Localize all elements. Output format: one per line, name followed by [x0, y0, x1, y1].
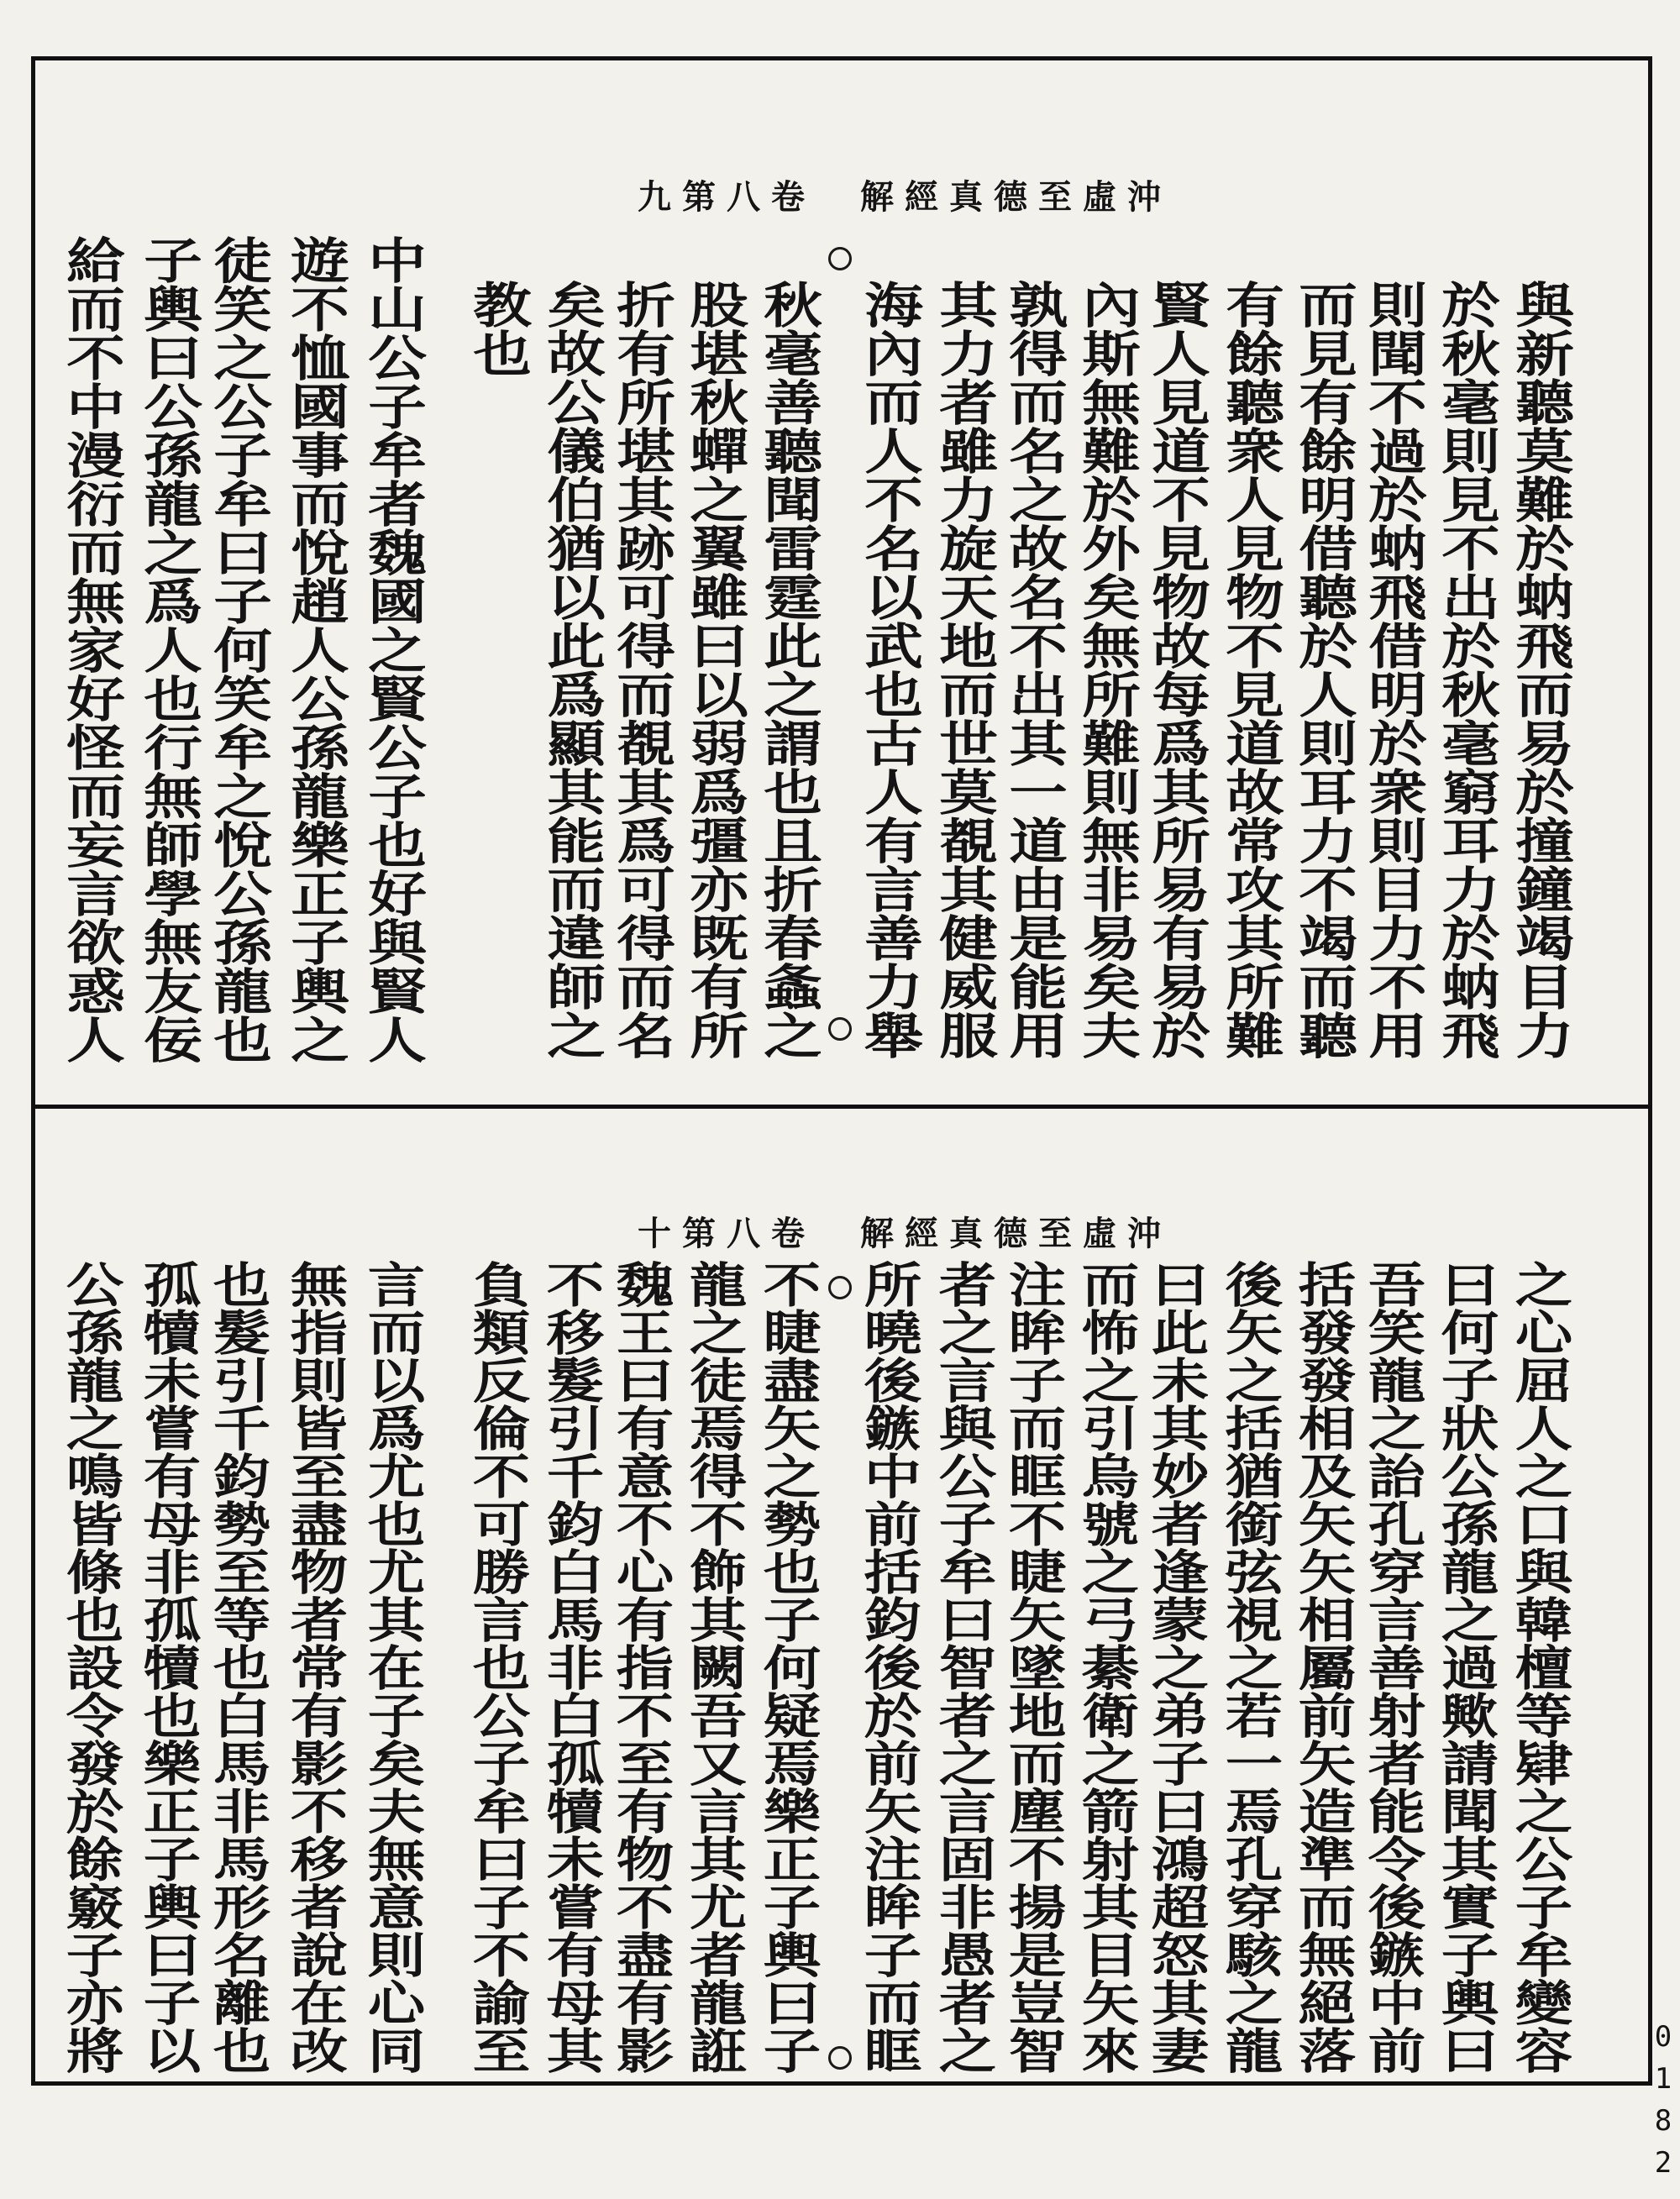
- text-column: 而怖之引烏號之弓綦衛之箭射其目矢來: [1072, 1260, 1140, 2074]
- text-column: 矣故公儀伯猶以此爲顯其能而違師之: [537, 280, 606, 1059]
- text-column: 遊不恤國事而悅趙人公孫龍樂正子輿之: [281, 235, 349, 1063]
- text-column: 中山公子牟者魏國之賢公子也好與賢人: [358, 235, 427, 1063]
- circle-mark: [828, 1276, 852, 1299]
- text-column: 曰何子狀公孫龍之過歟請聞其實子輿曰: [1431, 1260, 1499, 2074]
- text-column: 與新聽莫難於蚋飛而易於撞鐘竭目力: [1505, 280, 1574, 1059]
- text-column: 教也: [463, 280, 532, 377]
- text-column: 後矢之括猶銜弦視之若一焉孔穿駭之龍: [1215, 1260, 1284, 2074]
- text-column: 秋毫善聽聞雷霆此之謂也且折春螽之: [753, 280, 822, 1059]
- text-column: 有餘聽衆人見物不見道故常攻其所難: [1215, 280, 1284, 1059]
- text-column: 之心屈人之口與韓檀等肄之公子牟變容: [1505, 1260, 1573, 2074]
- text-column: 負類反倫不可勝言也公子牟曰子不諭至: [463, 1260, 531, 2074]
- page-header-top: 沖虛至德真經解 卷八第九: [638, 177, 1172, 217]
- panel-divider: [31, 1105, 1652, 1109]
- text-column: 注眸子而眶不睫矢墜地而塵不揚是豈智: [999, 1260, 1067, 2074]
- text-column: 吾笑龍之詒孔穿言善射者能令後鏃中前: [1358, 1260, 1426, 2074]
- text-column: 不移髮引千鈞白馬非白孤犢未嘗有母其: [537, 1260, 605, 2074]
- text-column: 言而以爲尤也尤其在子矣夫無意則心同: [358, 1260, 426, 2074]
- text-column: 龍之徒焉得不飾其闕吾又言其尤者龍誑: [680, 1260, 748, 2074]
- text-column: 公孫龍之鳴皆條也設令發於餘竅子亦將: [56, 1260, 124, 2074]
- text-column: 者之言與公子牟曰智者之言固非愚者之: [929, 1260, 997, 2074]
- circle-mark: [828, 1017, 852, 1041]
- text-column: 括發發相及矢矢相屬前矢造準而無絕落: [1289, 1260, 1357, 2074]
- text-column: 其力者雖力旋天地而世莫覩其健威服: [929, 280, 998, 1059]
- text-column: 徒笑之公子牟曰子何笑牟之悅公孫龍也: [203, 235, 272, 1063]
- text-column: 股堪秋蟬之翼雖曰以弱爲彊亦既有所: [680, 280, 748, 1059]
- text-column: 也髮引千鈞勢至等也白馬非馬形名離也: [203, 1260, 271, 2074]
- text-column: 而見有餘明借聽於人則耳力不竭而聽: [1289, 280, 1357, 1059]
- text-column: 內斯無難於外矣無所難則無非易矣夫: [1072, 280, 1141, 1059]
- text-column: 給而不中漫衍而無家好怪而妄言欲惑人: [56, 235, 125, 1063]
- text-column: 則聞不過於蚋飛借明於衆則目力不用: [1358, 280, 1427, 1059]
- text-column: 賢人見道不見物故每爲其所易有易於: [1142, 280, 1210, 1059]
- text-column: 子輿曰公孫龍之爲人也行無師學無友佞: [134, 235, 202, 1063]
- text-column: 海內而人不名以武也古人有言善力舉: [854, 280, 923, 1059]
- page-header-bottom: 沖虛至德真經解 卷八第十: [638, 1214, 1172, 1253]
- text-column: 於秋毫則見不出於秋毫窮耳力於蚋飛: [1431, 280, 1500, 1059]
- page-number: 0182: [1646, 2020, 1680, 2188]
- text-column: 所曉後鏃中前括鈞後於前矢注眸子而眶: [854, 1260, 922, 2074]
- text-column: 無指則皆至盡物者常有影不移者說在改: [281, 1260, 349, 2074]
- text-column: 孰得而名之故名不出其一道由是能用: [999, 280, 1068, 1059]
- text-column: 曰此未其妙者逢蒙之弟子曰鴻超怒其妻: [1142, 1260, 1210, 2074]
- text-column: 魏王曰有意不心有指不至有物不盡有影: [606, 1260, 675, 2074]
- text-column: 折有所堪其跡可得而覩其爲可得而名: [606, 280, 675, 1059]
- text-column: 孤犢未嘗有母非孤犢也樂正子輿曰子以: [134, 1260, 202, 2074]
- text-column: 不睫盡矢之勢也子何疑焉樂正子輿曰子: [753, 1260, 822, 2074]
- circle-mark: [828, 247, 852, 270]
- circle-mark: [828, 2046, 852, 2070]
